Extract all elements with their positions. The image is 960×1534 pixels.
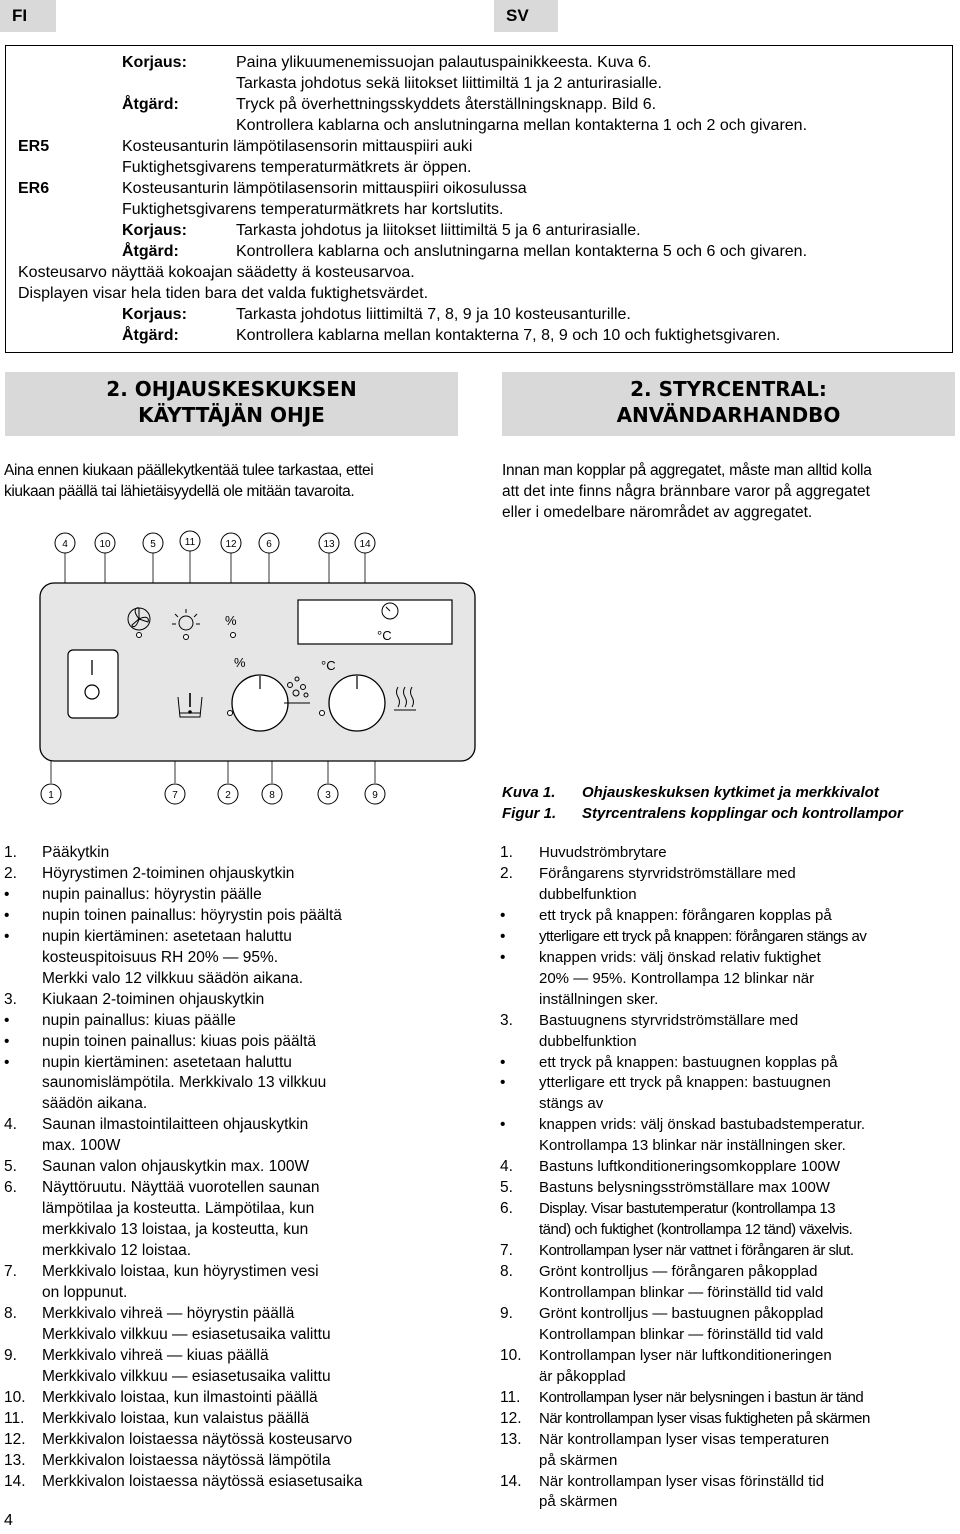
fi-heading-line1: 2. OHJAUSKESKUKSEN (106, 377, 357, 401)
list-marker: 12. (500, 1409, 522, 1427)
row-label: Korjaus: (122, 222, 187, 239)
list-text: Bastuns belysningsströmställare max 100W (539, 1179, 830, 1197)
list-text: Kontrollampan lyser när belysningen i bastun är tänd (539, 1388, 864, 1406)
list-text: nupin toinen painallus: höyrystin pois päältä (42, 906, 342, 924)
list-text: nupin kiertäminen: asetetaan haluttu (42, 927, 292, 945)
list-item (500, 1114, 960, 1135)
list-marker: 11. (500, 1388, 521, 1406)
list-item (4, 1114, 474, 1135)
list-marker: 7. (500, 1242, 513, 1260)
list-text: Merkkivalo vihreä — kiuas päällä (42, 1346, 269, 1364)
list-item (500, 1471, 960, 1492)
list-text: säädön aikana. (42, 1095, 148, 1113)
list-text: Kontrollampan blinkar — förinställd tid vald (539, 1283, 824, 1301)
list-item (4, 968, 474, 989)
callout-number: 9 (372, 790, 378, 801)
caption-fi-label: Kuva 1. (502, 784, 556, 801)
list-item (4, 1387, 474, 1408)
list-item (4, 1261, 474, 1282)
list-text: dubbelfunktion (539, 885, 637, 903)
list-item (4, 1135, 474, 1156)
list-text: Merkkivalo loistaa, kun ilmastointi päällä (42, 1388, 318, 1406)
list-text: on loppunut. (42, 1283, 128, 1301)
list-marker: • (500, 1053, 506, 1071)
row-text: Tarkasta johdotus sekä liitokset liittimiltä 1 ja 2 anturirasialle. (236, 75, 662, 92)
lang-tab-fi (0, 0, 56, 32)
list-item (500, 1345, 960, 1366)
list-marker: • (500, 948, 506, 966)
list-marker: • (4, 885, 10, 903)
list-text: Display. Visar bastutemperatur (kontrollampa 13 (539, 1200, 836, 1218)
list-item (500, 1031, 960, 1052)
list-marker: 1. (4, 844, 17, 861)
list-marker: • (500, 906, 506, 924)
list-item (500, 1156, 960, 1177)
list-text: ett tryck på knappen: förångaren kopplas på (539, 906, 832, 924)
list-text: När kontrollampan lyser visas fuktigheten på skärmen (539, 1409, 870, 1427)
caption-sv (502, 803, 903, 824)
list-text: på skärmen (539, 1451, 618, 1469)
list-marker: 3. (4, 990, 17, 1008)
row-text: Kontrollera kablarna och anslutningarna mellan kontakterna 1 och 2 och givaren. (236, 117, 808, 134)
row-text: Kosteusanturin lämpötilasensorin mittauspiiri auki (122, 138, 473, 155)
list-text: Kontrollampan blinkar — förinställd tid vald (539, 1325, 824, 1343)
list-item (4, 1303, 474, 1324)
list-text: Kiukaan 2-toiminen ohjauskytkin (42, 990, 265, 1008)
list-text: Kontrollampa 13 blinkar när inställningen sker. (539, 1137, 846, 1155)
row-text: Kosteusarvo näyttää kokoajan säädetty ä kosteusarvoa. (18, 264, 415, 281)
list-text: 20% — 95%. Kontrollampa 12 blinkar när (539, 969, 815, 987)
callout-number: 1 (48, 790, 54, 801)
list-text: lämpötilaa ja kosteutta. Lämpötilaa, kun (42, 1200, 315, 1218)
sv-heading-line2: ANVÄNDARHANDBO (616, 403, 841, 427)
list-item (500, 1408, 960, 1429)
lang-fi-label: FI (12, 6, 28, 25)
sv-heading (502, 372, 955, 436)
sv-heading-line1: 2. STYRCENTRAL: (630, 377, 827, 401)
list-item (500, 1261, 960, 1282)
callout-number: 6 (266, 539, 272, 550)
list-item (4, 947, 474, 968)
list-marker: 4. (4, 1116, 17, 1134)
list-item (500, 968, 960, 989)
list-marker: 4. (500, 1158, 513, 1176)
list-item (500, 947, 960, 968)
sv-intro-line3: eller i omedelbare närområdet av aggregatet. (502, 504, 813, 521)
list-item (4, 1031, 474, 1052)
celsius-symbol-top: °C (377, 628, 392, 643)
sv-intro-line1: Innan man kopplar på aggregatet, måste man alltid kolla (502, 462, 872, 479)
list-item (500, 1072, 960, 1093)
list-item (4, 1450, 474, 1471)
list-text: Kontrollampan lyser när vattnet i förångaren är slut. (539, 1242, 854, 1260)
list-item (4, 1324, 474, 1345)
list-marker: • (4, 1053, 10, 1071)
list-text: Merkki valo 12 vilkkuu säädön aikana. (42, 969, 304, 987)
list-marker: • (4, 927, 10, 945)
list-item (500, 1387, 960, 1408)
list-item (500, 1198, 960, 1219)
row-text: Tryck på överhettningsskyddets återställningsknapp. Bild 6. (236, 96, 657, 113)
list-item (4, 1471, 474, 1492)
list-item (500, 1135, 960, 1156)
list-item (4, 884, 474, 905)
list-marker: 9. (500, 1304, 513, 1322)
list-marker: 13. (4, 1451, 26, 1469)
list-marker: 12. (4, 1430, 26, 1448)
list-text: När kontrollampan lyser visas förinställd tid (539, 1472, 825, 1490)
list-item (500, 863, 960, 884)
list-item (4, 863, 474, 884)
fi-intro (4, 460, 474, 502)
page-number: 4 (4, 1512, 13, 1529)
sv-intro (502, 460, 958, 523)
list-item (4, 926, 474, 947)
percent-symbol-top: % (225, 613, 237, 628)
list-item (500, 1093, 960, 1114)
fi-heading-line2: KÄYTTÄJÄN OHJE (138, 403, 325, 427)
callout-number: 4 (62, 539, 68, 550)
row-text: Kontrollera kablarna och anslutningarna mellan kontakterna 5 och 6 och givaren. (236, 243, 808, 260)
list-marker: • (500, 1116, 506, 1134)
fi-intro-line1: Aina ennen kiukaan päällekytkentää tulee tarkastaa, ettei (4, 462, 374, 479)
list-item (4, 1198, 474, 1219)
main-switch[interactable] (68, 650, 118, 718)
list-item (4, 1429, 474, 1450)
list-text: Merkkivalon loistaessa näytössä esiasetusaika (42, 1472, 363, 1490)
celsius-symbol-knob: °C (321, 658, 336, 673)
list-text: Merkkivalo vilkkuu — esiasetusaika valittu (42, 1367, 331, 1385)
list-text: ytterligare ett tryck på knappen: förångaren stängs av (539, 927, 867, 945)
error-code: ER5 (18, 138, 50, 155)
list-item (4, 1052, 474, 1073)
list-marker: 11. (4, 1409, 25, 1427)
list-text: tänd) och fuktighet (kontrollampa 12 tänd) växelvis. (539, 1221, 853, 1239)
list-item (500, 926, 960, 947)
list-item (500, 842, 960, 863)
list-item (500, 1491, 960, 1512)
row-text: Paina ylikuumenemissuojan palautuspainikkeesta. Kuva 6. (236, 54, 652, 71)
list-marker: 5. (4, 1158, 17, 1176)
list-text: Bastuns luftkonditioneringsomkopplare 100W (539, 1158, 841, 1176)
list-text: nupin painallus: höyrystin päälle (42, 885, 262, 903)
lang-tab-sv (494, 0, 558, 32)
list-text: Merkkivalo vihreä — höyrystin päällä (42, 1304, 295, 1322)
list-item (4, 1093, 474, 1114)
list-item (500, 1429, 960, 1450)
list-text: merkkivalo 12 loistaa. (42, 1242, 192, 1260)
list-item (500, 1303, 960, 1324)
list-item (500, 1219, 960, 1240)
callout-number: 7 (172, 790, 178, 801)
list-text: nupin kiertäminen: asetetaan haluttu (42, 1053, 292, 1071)
row-label: Korjaus: (122, 306, 187, 323)
row-label: Åtgärd: (122, 96, 179, 113)
row-label: Åtgärd: (122, 327, 179, 344)
list-text: Bastuugnens styrvridströmställare med (539, 1011, 799, 1029)
list-text: Höyrystimen 2-toiminen ohjauskytkin (42, 864, 295, 882)
list-item (4, 1010, 474, 1031)
list-marker: • (4, 1011, 10, 1029)
list-marker: • (4, 1032, 10, 1050)
fi-intro-line2: kiukaan päällä tai lähietäisyydellä ole mitään tavaroita. (4, 483, 355, 500)
row-text: Tarkasta johdotus ja liitokset liittimiltä 5 ja 6 anturirasialle. (236, 222, 641, 239)
row-text: Fuktighetsgivarens temperaturmätkrets har kortslutits. (122, 201, 504, 218)
callout-number: 13 (323, 539, 335, 550)
list-marker: 6. (500, 1200, 513, 1218)
list-marker: 1. (500, 844, 513, 861)
list-marker: 8. (500, 1263, 513, 1280)
list-text: knappen vrids: välj önskad relativ fuktighet (539, 948, 821, 966)
list-item (500, 1177, 960, 1198)
list-text: Kontrollampan lyser när luftkonditioneringen (539, 1346, 832, 1364)
list-item (4, 1177, 474, 1198)
list-item (4, 1072, 474, 1093)
list-text: nupin painallus: kiuas päälle (42, 1011, 236, 1029)
list-item (500, 884, 960, 905)
list-text: kosteuspitoisuus RH 20% — 95%. (42, 948, 279, 966)
list-item (4, 1156, 474, 1177)
list-item (500, 1282, 960, 1303)
row-text: Tarkasta johdotus liittimiltä 7, 8, 9 ja 10 kosteusanturille. (236, 306, 631, 323)
callout-number: 11 (184, 537, 196, 548)
list-text: inställningen sker. (539, 990, 659, 1008)
list-item (500, 989, 960, 1010)
list-text: Merkkivalon loistaessa näytössä lämpötila (42, 1451, 331, 1469)
list-marker: 2. (500, 864, 513, 882)
list-text: nupin toinen painallus: kiuas pois päältä (42, 1032, 317, 1050)
list-marker: 2. (4, 864, 17, 882)
callout-number: 8 (269, 790, 275, 801)
list-text: ett tryck på knappen: bastuugnen kopplas på (539, 1053, 838, 1071)
list-text: Merkkivalon loistaessa näytössä kosteusarvo (42, 1430, 353, 1448)
list-marker: 14. (4, 1472, 26, 1490)
list-text: Merkkivalo vilkkuu — esiasetusaika valittu (42, 1325, 331, 1343)
list-marker: • (500, 927, 506, 945)
row-label: Korjaus: (122, 54, 187, 71)
list-item (500, 1366, 960, 1387)
row-label: Åtgärd: (122, 243, 179, 260)
list-text: knappen vrids: välj önskad bastubadstemperatur. (539, 1116, 866, 1134)
list-item (500, 1450, 960, 1471)
list-text: Grönt kontrolljus — förångaren påkopplad (539, 1263, 818, 1280)
callout-number: 12 (225, 539, 237, 550)
list-item (4, 1366, 474, 1387)
row-text: Displayen visar hela tiden bara det valda fuktighetsvärdet. (18, 285, 429, 302)
lang-sv-label: SV (506, 6, 529, 25)
caption-fi (502, 782, 879, 803)
list-text: stängs av (539, 1095, 604, 1113)
list-item (500, 1240, 960, 1261)
list-text: merkkivalo 13 loistaa, ja kosteutta, kun (42, 1221, 309, 1239)
list-marker: 10. (500, 1346, 522, 1364)
list-marker: 3. (500, 1011, 513, 1029)
list-item (500, 1052, 960, 1073)
list-item (4, 989, 474, 1010)
list-marker: 7. (4, 1263, 17, 1280)
list-text: Grönt kontrolljus — bastuugnen påkopplad (539, 1304, 824, 1322)
control-panel-figure (20, 525, 490, 810)
list-text: Merkkivalo loistaa, kun valaistus päällä (42, 1409, 310, 1427)
percent-symbol-knob: % (234, 655, 246, 670)
list-item (4, 1408, 474, 1429)
callout-number: 2 (225, 790, 231, 801)
caption-sv-text: Styrcentralens kopplingar och kontrollampor (582, 805, 903, 822)
list-item (4, 842, 474, 863)
list-item (4, 905, 474, 926)
display-screen (298, 600, 452, 644)
row-text: Kosteusanturin lämpötilasensorin mittauspiiri oikosulussa (122, 180, 527, 197)
list-item (4, 1219, 474, 1240)
row-text: Fuktighetsgivarens temperaturmätkrets är öppen. (122, 159, 472, 176)
list-text: Förångarens styrvridströmställare med (539, 864, 796, 882)
sv-intro-line2: att det inte finns några brännbare varor på aggregatet (502, 483, 870, 500)
list-item (500, 1010, 960, 1031)
list-item (4, 1282, 474, 1303)
fi-heading (5, 372, 458, 436)
list-item (4, 1345, 474, 1366)
list-text: Näyttöruutu. Näyttää vuorotellen saunan (42, 1179, 320, 1197)
callout-number: 14 (359, 539, 371, 550)
list-text: dubbelfunktion (539, 1032, 637, 1050)
list-marker: • (500, 1074, 506, 1092)
list-text: Huvudströmbrytare (539, 844, 667, 861)
list-item (500, 905, 960, 926)
list-text: När kontrollampan lyser visas temperaturen (539, 1430, 830, 1448)
caption-fi-text: Ohjauskeskuksen kytkimet ja merkkivalot (582, 784, 879, 801)
list-marker: 8. (4, 1304, 17, 1322)
list-text: saunomislämpötila. Merkkivalo 13 vilkkuu (42, 1074, 327, 1092)
list-marker: 14. (500, 1472, 522, 1490)
list-marker: 9. (4, 1346, 17, 1364)
list-item (4, 1240, 474, 1261)
callout-number: 3 (325, 790, 331, 801)
list-text: max. 100W (42, 1137, 121, 1155)
list-text: ytterligare ett tryck på knappen: bastuugnen (539, 1074, 831, 1092)
list-text: på skärmen (539, 1493, 618, 1511)
callout-number: 5 (150, 539, 156, 550)
list-text: Saunan ilmastointilaitteen ohjauskytkin (42, 1116, 309, 1134)
list-text: Pääkytkin (42, 844, 110, 861)
list-marker: 6. (4, 1179, 17, 1197)
error-code: ER6 (18, 180, 50, 197)
list-marker: 5. (500, 1179, 513, 1197)
list-text: Merkkivalo loistaa, kun höyrystimen vesi (42, 1263, 319, 1280)
row-text: Kontrollera kablarna mellan kontakterna 7, 8, 9 och 10 och fuktighetsgivaren. (236, 327, 781, 344)
caption-sv-label: Figur 1. (502, 805, 557, 822)
list-marker: 10. (4, 1388, 26, 1406)
list-marker: • (4, 906, 10, 924)
list-marker: 13. (500, 1430, 522, 1448)
callout-number: 10 (99, 539, 111, 550)
error-table (5, 45, 953, 353)
list-item (500, 1324, 960, 1345)
list-text: Saunan valon ohjauskytkin max. 100W (42, 1158, 310, 1176)
list-text: är påkopplad (539, 1367, 626, 1385)
